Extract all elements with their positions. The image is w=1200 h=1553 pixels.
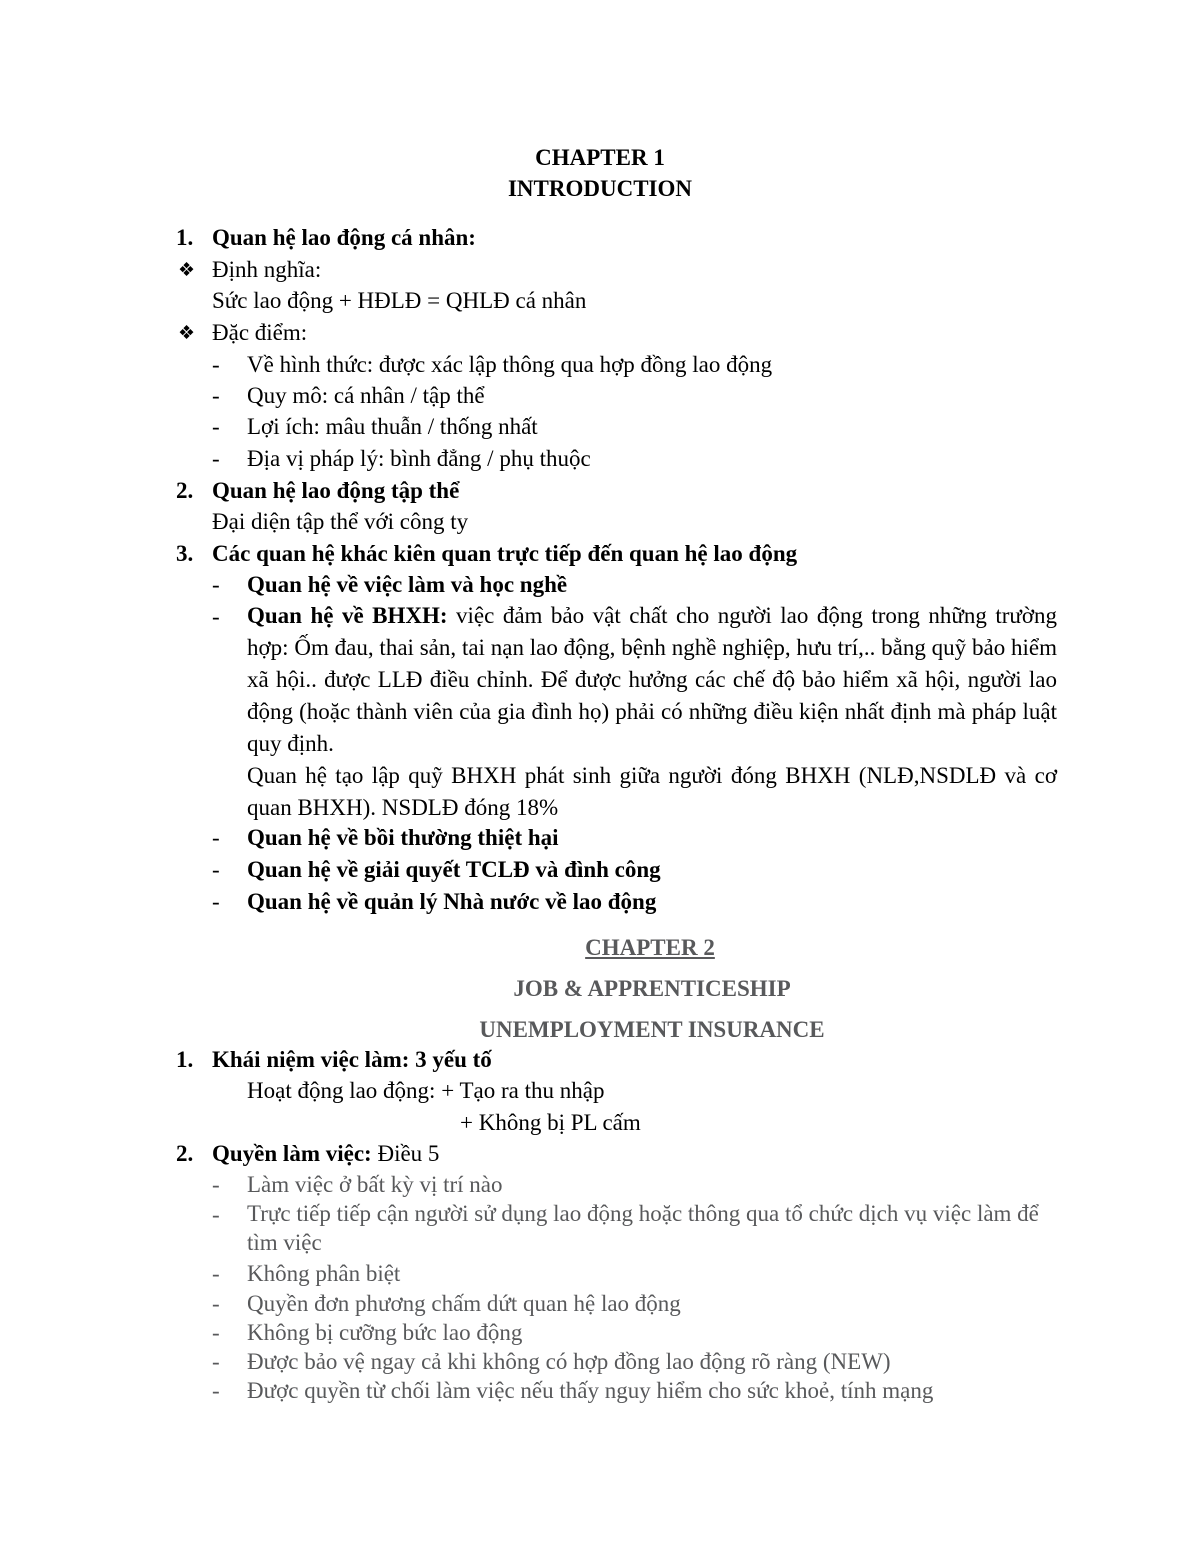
dash-bullet: - (212, 1172, 220, 1197)
list-item: Làm việc ở bất kỳ vị trí nào (247, 1172, 503, 1197)
dash-bullet: - (212, 446, 220, 471)
section-number: 2. (176, 1141, 194, 1166)
dash-bullet: - (212, 857, 220, 882)
list-item: Quan hệ về việc làm và học nghề (247, 572, 568, 597)
chapter-1-subtitle: INTRODUCTION (507, 176, 693, 201)
dash-bullet: - (212, 1202, 220, 1227)
list-item: Quy mô: cá nhân / tập thể (247, 383, 485, 408)
bhxh-paragraph (247, 600, 1057, 760)
section-heading: Quan hệ lao động cá nhân: (212, 225, 476, 250)
section-number: 2. (176, 478, 194, 503)
list-item: Địa vị pháp lý: bình đẳng / phụ thuộc (247, 446, 591, 471)
bhxh-paragraph-2: Quan hệ tạo lập quỹ BHXH phát sinh giữa người đóng BHXH (NLĐ,NSDLĐ và cơ quan BHXH). NSDLĐ đóng 18% (247, 763, 1057, 820)
dash-bullet: - (212, 1349, 220, 1374)
section-text: + Không bị PL cấm (460, 1110, 641, 1135)
chapter-1-title: CHAPTER 1 (535, 145, 665, 170)
list-item: Quan hệ về giải quyết TCLĐ và đình công (247, 857, 661, 882)
list-item: Được quyền từ chối làm việc nếu thấy nguy hiểm cho sức khoẻ, tính mạng (247, 1378, 934, 1403)
section-heading: Các quan hệ khác kiên quan trực tiếp đến quan hệ lao động (212, 541, 798, 566)
bhxh-label: Quan hệ về BHXH: (247, 603, 448, 628)
list-item: Không phân biệt (247, 1261, 401, 1286)
section-number: 1. (176, 1047, 194, 1072)
dash-bullet: - (212, 572, 220, 597)
list-item: Lợi ích: mâu thuẫn / thống nhất (247, 414, 538, 439)
chapter-2-subtitle: UNEMPLOYMENT INSURANCE (479, 1017, 825, 1042)
section-number: 3. (176, 541, 194, 566)
section-heading: Khái niệm việc làm: 3 yếu tố (212, 1047, 492, 1072)
list-item: Không bị cưỡng bức lao động (247, 1320, 523, 1345)
chapter-2-title: CHAPTER 2 (585, 935, 715, 960)
dash-bullet: - (212, 1320, 220, 1345)
dash-bullet: - (212, 604, 220, 629)
list-item: Trực tiếp tiếp cận người sử dụng lao động hoặc thông qua tổ chức dịch vụ việc làm để tìm việc (247, 1201, 1039, 1255)
bhxh-text: việc đảm bảo vật chất cho người lao động trong những trường hợp: Ốm đau, thai sản, tai nạn lao động, bệnh nghề nghiệp, hưu trí,.. bằng quỹ bảo hiểm xã hội.. được LLĐ điều chỉnh. Để được hưởng các chế độ bảo hiểm xã hội, người lao động (hoặc thành viên của gia đình họ) phải có những điều kiện nhất định mà pháp luật quy định. (247, 603, 1057, 756)
list-item: Quan hệ về bồi thường thiệt hại (247, 825, 559, 850)
diamond-bullet-icon: ❖ (178, 260, 196, 281)
dash-bullet: - (212, 1378, 220, 1403)
dash-bullet: - (212, 1291, 220, 1316)
dash-bullet: - (212, 889, 220, 914)
list-item: Quan hệ về quản lý Nhà nước về lao động (247, 889, 657, 914)
section-heading: Quan hệ lao động tập thể (212, 478, 460, 503)
dash-bullet: - (212, 414, 220, 439)
list-item: Được bảo vệ ngay cả khi không có hợp đồng lao động rõ ràng (NEW) (247, 1349, 891, 1374)
section-text: Hoạt động lao động: + Tạo ra thu nhập (247, 1078, 605, 1103)
section-text: Đại diện tập thể với công ty (212, 509, 469, 534)
diamond-bullet-icon: ❖ (178, 323, 196, 344)
chapter-2-subtitle: JOB & APPRENTICESHIP (513, 976, 791, 1001)
dash-bullet: - (212, 352, 220, 377)
definition-text: Sức lao động + HĐLĐ = QHLĐ cá nhân (212, 288, 587, 313)
dash-bullet: - (212, 383, 220, 408)
list-item: Về hình thức: được xác lập thông qua hợp đồng lao động (247, 352, 773, 377)
section-heading (212, 1138, 439, 1169)
section-number: 1. (176, 225, 194, 250)
section-heading-bold: Quyền làm việc: (212, 1141, 372, 1166)
dash-bullet: - (212, 825, 220, 850)
features-label: Đặc điểm: (212, 320, 308, 345)
definition-label: Định nghĩa: (212, 257, 322, 282)
dash-bullet: - (212, 1261, 220, 1286)
list-item: Quyền đơn phương chấm dứt quan hệ lao động (247, 1291, 681, 1316)
section-heading-rest: Điều 5 (377, 1141, 440, 1166)
